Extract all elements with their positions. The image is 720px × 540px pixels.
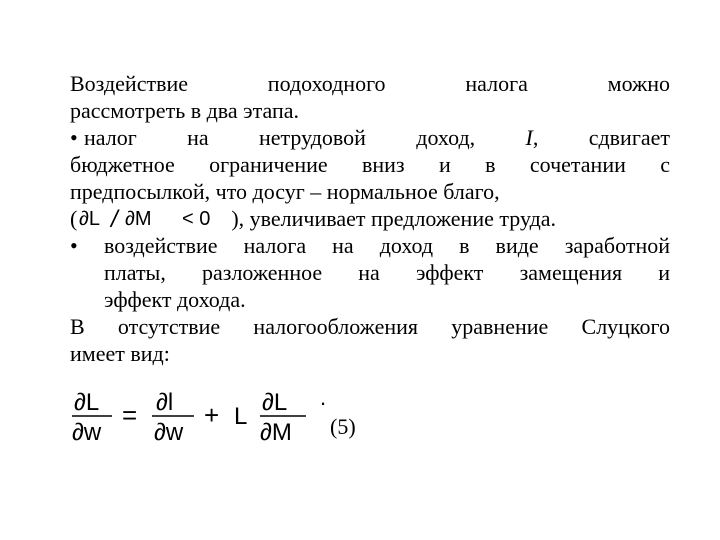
income-variable: I: [525, 125, 533, 150]
text-line-6-end: ), увеличивает предложение труда.: [231, 206, 557, 232]
bullet-item-2: [70, 232, 670, 313]
slutsky-equation: [68, 385, 338, 450]
bullet-2-line-3: эффект дохода.: [104, 287, 246, 312]
equation-number: (5): [330, 414, 356, 439]
bullet-1: •: [70, 125, 78, 150]
term1-numerator: ∂l: [156, 389, 174, 416]
bullet-2: •: [70, 233, 78, 258]
labor-variable: L: [234, 403, 248, 430]
bullet-2-content: [104, 232, 670, 313]
text-line-2: рассмотреть в два этапа.: [70, 98, 300, 123]
text-line-10: В отсутствие налогообложения уравнение Слуцкого: [70, 314, 670, 339]
bullet-item-1: [70, 124, 670, 151]
term2-denominator: ∂M: [260, 419, 292, 445]
bullet-2-line-2: платы, разложенное на эффект замещения и: [104, 260, 670, 285]
paren-open: (: [70, 206, 78, 232]
bullet-1-text-end: , сдвигает: [532, 125, 671, 150]
plus-sign: +: [204, 400, 220, 430]
bullet-1-text: налог на нетрудовой доход,: [84, 125, 476, 150]
body-text: [70, 70, 670, 367]
term2-numerator: ∂L: [262, 389, 288, 416]
text-line-11: имеет вид:: [70, 341, 170, 366]
inline-slash: /: [111, 206, 118, 231]
inline-relation: < 0: [182, 208, 211, 230]
text-line-5: предпосылкой, что досуг – нормальное благо,: [70, 179, 500, 204]
lhs-numerator: ∂L: [74, 389, 100, 416]
inline-den: ∂M: [125, 208, 152, 230]
equation-period: .: [320, 385, 327, 410]
text-line-6: [70, 205, 670, 232]
bullet-1-first-line: [84, 124, 670, 151]
equals-sign: =: [122, 400, 138, 430]
lhs-denominator: ∂w: [72, 419, 102, 445]
term1-denominator: ∂w: [154, 419, 184, 445]
inline-num: ∂L: [79, 208, 101, 230]
text-line-1: Воздействие подоходного налога можно: [70, 71, 670, 96]
bullet-2-line-1: воздействие налога на доход в виде заработной: [104, 233, 670, 258]
text-line-4: бюджетное ограничение вниз и в сочетании с: [70, 152, 670, 177]
